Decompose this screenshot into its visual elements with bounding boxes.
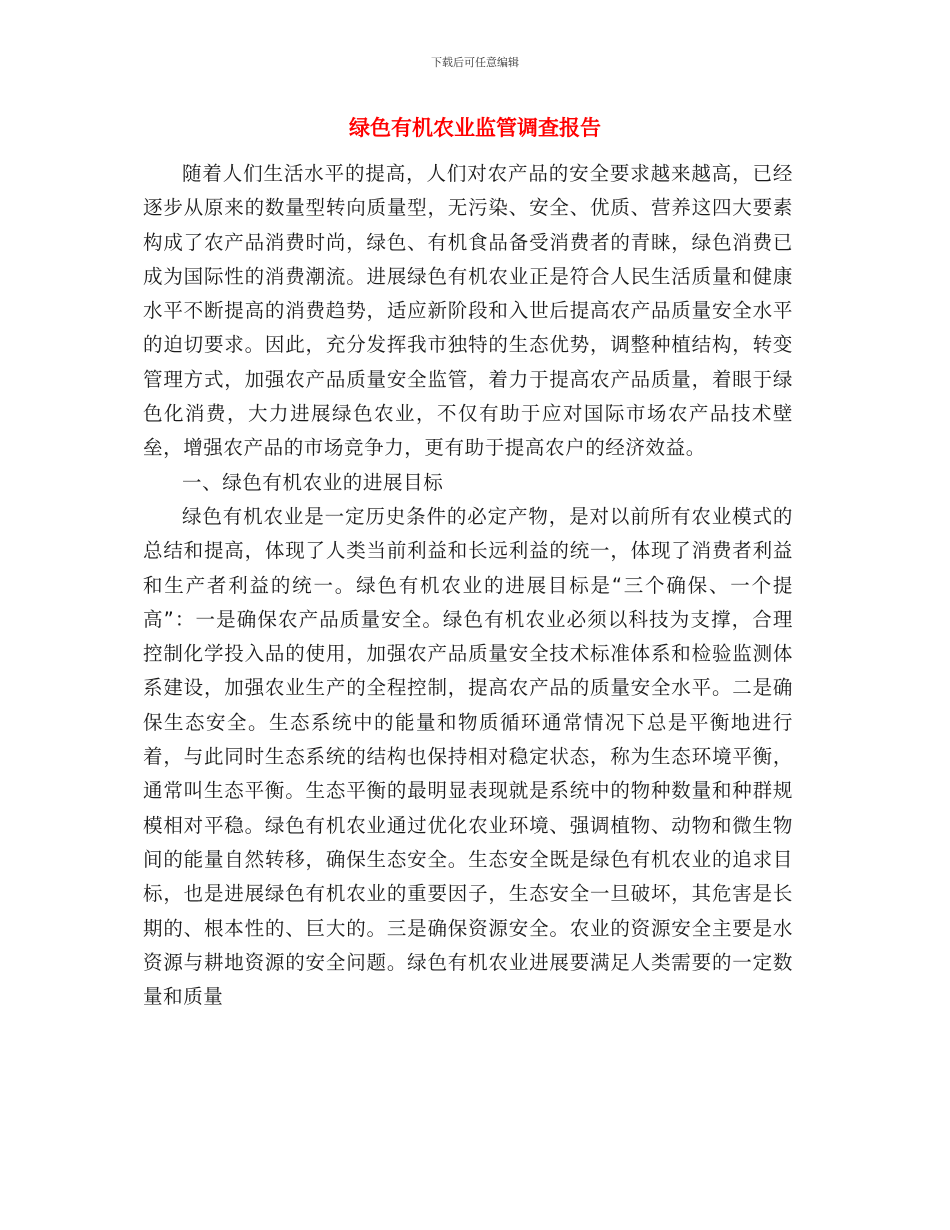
paragraph-goals: 绿色有机农业是一定历史条件的必定产物，是对以前所有农业模式的总结和提高，体现了人类当前利益和长远利益的统一，体现了消费者利益和生产者利益的统一。绿色有机农业的进展目标是“三个确保、一个提高”：一是确保农产品质量安全。绿色有机农业必须以科技为支撑，合理控制化学投入品的使用，加强农产品质量安全技术标准体系和检验监测体系建设，加强农业生产的全程控制，提高农产品的质量安全水平。二是确保生态安全。生态系统中的能量和物质循环通常情况下总是平衡地进行着，与此同时生态系统的结构也保持相对稳定状态，称为生态环境平衡，通常叫生态平衡。生态平衡的最明显表现就是系统中的物种数量和种群规模相对平稳。绿色有机农业通过优化农业环境、强调植物、动物和微生物间的能量自然转移，确保生态安全。生态安全既是绿色有机农业的追求目标，也是进展绿色有机农业的重要因子，生态安全一旦破坏，其危害是长期的、根本性的、巨大的。三是确保资源安全。农业的资源安全主要是水资源与耕地资源的安全问题。绿色有机农业进展要满足人类需要的一定数量和质量: [143, 504, 793, 1009]
document-body: [143, 157, 793, 1014]
section-heading-1: 一、绿色有机农业的进展目标: [182, 470, 444, 494]
document-title: 绿色有机农业监管调查报告: [349, 116, 601, 140]
paragraph-intro: 随着人们生活水平的提高，人们对农产品的安全要求越来越高，已经逐步从原来的数量型转向质量型，无污染、安全、优质、营养这四大要素构成了农产品消费时尚，绿色、有机食品备受消费者的青睐，绿色消费已成为国际性的消费潮流。进展绿色有机农业正是符合人民生活质量和健康水平不断提高的消费趋势，适应新阶段和入世后提高农产品质量安全水平的迫切要求。因此，充分发挥我市独特的生态优势，调整种植结构，转变管理方式，加强农产品质量安全监管，着力于提高农产品质量，着眼于绿色化消费，大力进展绿色农业，不仅有助于应对国际市场农产品技术壁垒，增强农产品的市场竞争力，更有助于提高农户的经济效益。: [143, 162, 793, 460]
page-header: 下载后可任意编辑: [431, 56, 519, 69]
